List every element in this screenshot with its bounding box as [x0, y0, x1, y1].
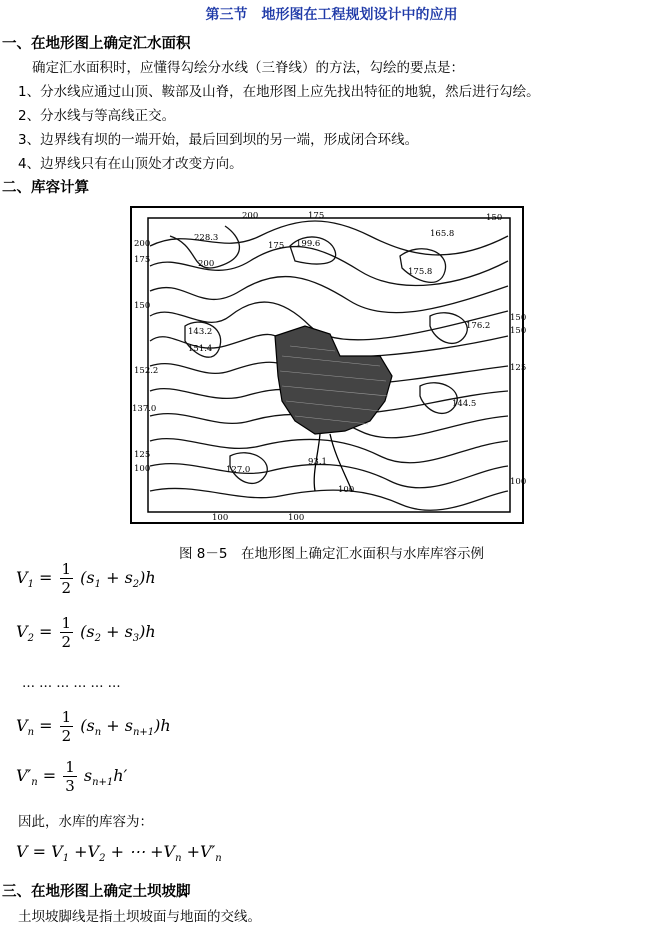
map-label-left-100: 100	[134, 464, 151, 474]
map-label-bottom-100a: 100	[212, 513, 229, 523]
page-title: 第三节 地形图在工程规划设计中的应用	[205, 7, 458, 23]
map-label-top-150: 150	[486, 213, 503, 223]
map-label-top-200: 200	[242, 211, 259, 221]
map-label-199: 199.6	[296, 239, 321, 249]
map-label-left-137: 137.0	[132, 404, 157, 414]
map-label-left-175: 175	[134, 255, 151, 265]
section3-text: 土坝坡脚线是指土坝坡面与地面的交线。	[18, 909, 261, 925]
map-label-inner-175: 175	[268, 241, 285, 251]
section1-point-4: 4、边界线只有在山顶处才改变方向。	[18, 156, 243, 172]
map-label-228: 228.3	[194, 233, 219, 243]
map-label-right-150b: 150	[510, 326, 527, 336]
map-label-143: 143.2	[188, 327, 213, 337]
equation-vn: $V_n$ = $\frac{1}{2}$ $(s_n + s_{n+1})h$	[16, 708, 171, 745]
map-label-175-8: 175.8	[408, 267, 433, 277]
map-label-93: 93.1	[308, 457, 327, 467]
map-label-left-125: 125	[134, 450, 151, 460]
section1-intro: 确定汇水面积时，应懂得勾绘分水线（三脊线）的方法，勾绘的要点是：	[32, 60, 464, 76]
map-label-left-150: 150	[134, 301, 151, 311]
map-label-144: 144.5	[452, 399, 477, 409]
section1-point-2: 2、分水线与等高线正交。	[18, 108, 176, 124]
section1-point-1: 1、分水线应通过山顶、鞍部及山脊，在地形图上应先找出特征的地貌，然后进行勾绘。	[18, 84, 540, 100]
map-label-176: 176.2	[466, 321, 491, 331]
map-label-top-175: 175	[308, 211, 325, 221]
map-label-left-200: 200	[134, 239, 151, 249]
section1-point-3: 3、边界线有坝的一端开始，最后回到坝的另一端，形成闭合环线。	[18, 132, 419, 148]
section3-heading: 三、在地形图上确定土坝坡脚	[2, 884, 191, 900]
map-label-165: 165.8	[430, 229, 455, 239]
topographic-map-figure	[130, 206, 527, 524]
therefore-text: 因此，水库的库容为：	[18, 814, 153, 830]
map-label-right-100: 100	[510, 477, 527, 487]
equation-v2: $V_2$ = $\frac{1}{2}$ $(s_2 + s_3)h$	[16, 614, 156, 651]
section2-heading: 二、库容计算	[2, 180, 89, 196]
equation-v1: $V_1$ = $\frac{1}{2}$ $(s_1 + s_2)h$	[16, 560, 156, 597]
map-label-right-125: 125	[510, 363, 527, 373]
map-label-bottom-100b: 100	[288, 513, 305, 523]
map-label-inner-100: 100	[338, 485, 355, 495]
map-label-127: 127.0	[226, 465, 251, 475]
map-label-right-150a: 150	[510, 313, 527, 323]
equation-total: $V = V_1 +V_2$ + ⋯ $+V_n +V'_n$	[16, 842, 222, 864]
map-label-left-152: 152.2	[134, 366, 159, 376]
equation-vn-prime: $V'_n$ = $\frac{1}{3}$ $s_{n+1}h'$	[16, 758, 128, 795]
figure-caption: 图 8－5 在地形图上确定汇水面积与水库库容示例	[179, 546, 484, 562]
section1-heading: 一、在地形图上确定汇水面积	[2, 36, 191, 52]
equation-dots: … … … … … …	[22, 676, 121, 691]
map-label-inner-200: 200	[198, 259, 215, 269]
map-label-151: 151.4	[188, 344, 213, 354]
